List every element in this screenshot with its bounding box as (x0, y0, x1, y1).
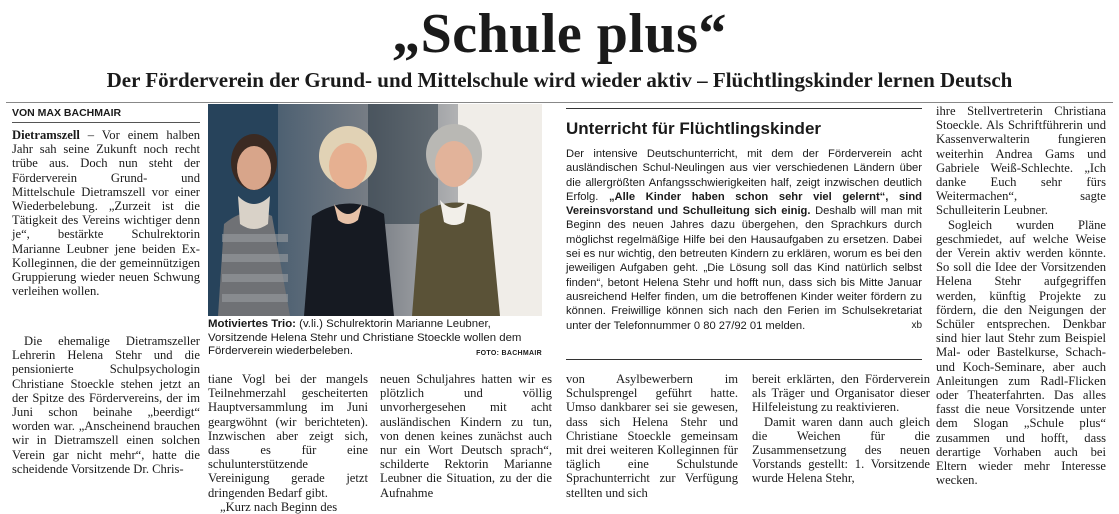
info-box-top-rule (566, 108, 922, 109)
info-box-text-part: Deshalb will man mit Beginn des neuen Jahres dazu übergehen, den Sprachkurs durch möglichst regelmäßige Hilfe bei den Hausaufgaben zu ersetzen. Dabei sei es nur wichtig, den betreuten Kindern zu erklären, worum es bei den jeweiligen Aufgaben geht. „Die Lösung soll das Kind natürlich selbst finden“, betont Helena Stehr und hofft nun, dass sich bis Mitte Januar ausreichend Helfer finden, um die betroffenen Kinder weiter fördern zu können. Freiwillige können sich nach den Ferien im Schulsekretariat unter der Telefonnummer 0 80 27/92 01 melden. (566, 205, 922, 332)
paragraph: Die ehemalige Dietramszeller Lehrerin Helena Stehr und die pensionierte Schulpsychologin Christiane Stoeckle stehen jetzt an der Spitze des Fördervereins, der im Juni schon beinahe „beerdigt“ worden war. „Anscheinend brauchen wir in Dietramszell einen solchen Verein gar nicht mehr“, hatte die scheidende Vorsitzende Dr. Chris- (12, 334, 200, 476)
article-column-1 (12, 128, 200, 298)
paragraph: neuen Schuljahres hatten wir es plötzlich und völlig unvorhergesehen mit acht ausländischen Kindern zu tun, von denen keines zunächst auch nur ein Wort Deutsch sprach“, schilderte Rektorin Marianne Leubner die Situation, zu der die Aufnahme (380, 372, 552, 500)
caption-lead: Motiviertes Trio: (208, 318, 296, 330)
paragraph: von Asylbewerbern im Schulsprengel geführt hatte. Umso dankbarer sei sie gewesen, dass sich Helena Stehr und Christiane Stoeckle gemeinsam mit drei weiteren Kolleginnen für täglich eine Schulstunde Sprachunterricht zur Verfügung stellten und sich (566, 372, 738, 500)
trio-photo-illustration (208, 104, 542, 316)
article-column-4 (566, 372, 738, 500)
info-box-quote: „Alle Kinder haben schon sehr viel gelernt“, sind Vereinsvorstand und Schulleitung sich einig. (566, 190, 922, 218)
article-column-3 (380, 372, 552, 500)
article-photo (208, 104, 542, 316)
paragraph: „Kurz nach Beginn des (220, 499, 338, 514)
headline: „Schule plus“ (392, 3, 727, 65)
info-box-title: Unterricht für Flüchtlingskinder (566, 119, 822, 138)
subheadline: Der Förderverein der Grund- und Mittelschule wird wieder aktiv – Flüchtlingskinder lernen Deutsch (106, 68, 1013, 92)
dateline: Dietramszell (12, 128, 80, 142)
article-column-6 (936, 104, 1106, 487)
paragraph: tiane Vogl bei der mangels Teilnehmerzahl gescheiterten Hauptversammlung im Juni geargwöhnt (wir berichteten). Inzwischen aber zeigt sich, dass es für eine schulunterstützende Vereinigung gerade jetzt dringenden Bedarf gibt. (208, 372, 368, 500)
photo-credit: FOTO: BACHMAIR (476, 350, 542, 358)
byline: VON MAX BACHMAIR (12, 106, 200, 123)
article-column-5 (752, 372, 930, 486)
lead-text: – Vor einem halben Jahr sah seine Zukunft noch recht trübe aus. Doch nun steht der Förderverein Grund- und Mittelschule Dietramszell vor einer Wiederbelebung. „Zurzeit ist die Tätigkeit des Vereins wichtiger denn je“, bestärkte Schulrektorin Marianne Leubner jene beiden Ex-Kolleginnen, die der gemeinnützigen Gruppierung wieder neuen Schwung verleihen wollen. (12, 128, 200, 299)
info-box-signature: xb (911, 319, 922, 331)
info-box-text (566, 147, 922, 333)
paragraph: ihre Stellvertreterin Christiana Stoeckle. Als Schriftführerin und Kassenverwalterin fungieren weiterhin Andrea Gams und Gabriele Weiß-Schlechte. „Ich danke Euch sehr fürs Weitermachen“, sagte Schulleiterin Leubner. (936, 104, 1106, 218)
article-column-1-continued (12, 334, 200, 476)
info-box-bottom-rule (566, 359, 922, 360)
photo-caption (208, 318, 542, 361)
lead-paragraph (12, 128, 200, 298)
top-rule (6, 102, 1113, 103)
caption-text: (v.li.) Schulrektorin Marianne Leubner, Vorsitzende Helena Stehr und Christiane Stoeckle wollen dem Förderverein wiederbeleben. (208, 318, 522, 358)
article-column-2 (208, 372, 368, 514)
paragraph: bereit erklärten, den Förderverein als Träger und Organisator dieser Hilfeleistung zu reaktivieren. (752, 372, 930, 415)
info-box-text-part: Der intensive Deutschunterricht, mit dem der Förderverein acht ausländischen Schul-Neulingen aus vier verschiedenen Ländern über die allergrößten Anfangsschwierigkeiten half, zeigt inzwischen deutlich Erfolg. (566, 148, 922, 203)
paragraph: Damit waren dann auch gleich die Weichen für die Zusammensetzung des neuen Vorstands gestellt: 1. Vorsitzende wurde Helena Stehr, (752, 414, 930, 486)
paragraph: Sogleich wurden Pläne geschmiedet, auf welche Weise der Verein aktiv werden könnte. So soll die Idee der Vorsitzenden Helena Stehr aufgegriffen werden, künftig Projekte zu fördern, die den Neigungen der Schüler entsprechen. Denkbar sind hier laut Stehr zum Beispiel Mal- oder Bastelkurse, Schach- und Koch-Seminare, aber auch Anleitungen zum Radl-Flicken oder Theaterfahrten. Das alles fasst die neue Vorsitzende unter dem Slogan „Schule plus“ zusammen und hofft, dass derartige Vorhaben auch bei Eltern wieder mehr Interesse wecken. (936, 217, 1106, 488)
